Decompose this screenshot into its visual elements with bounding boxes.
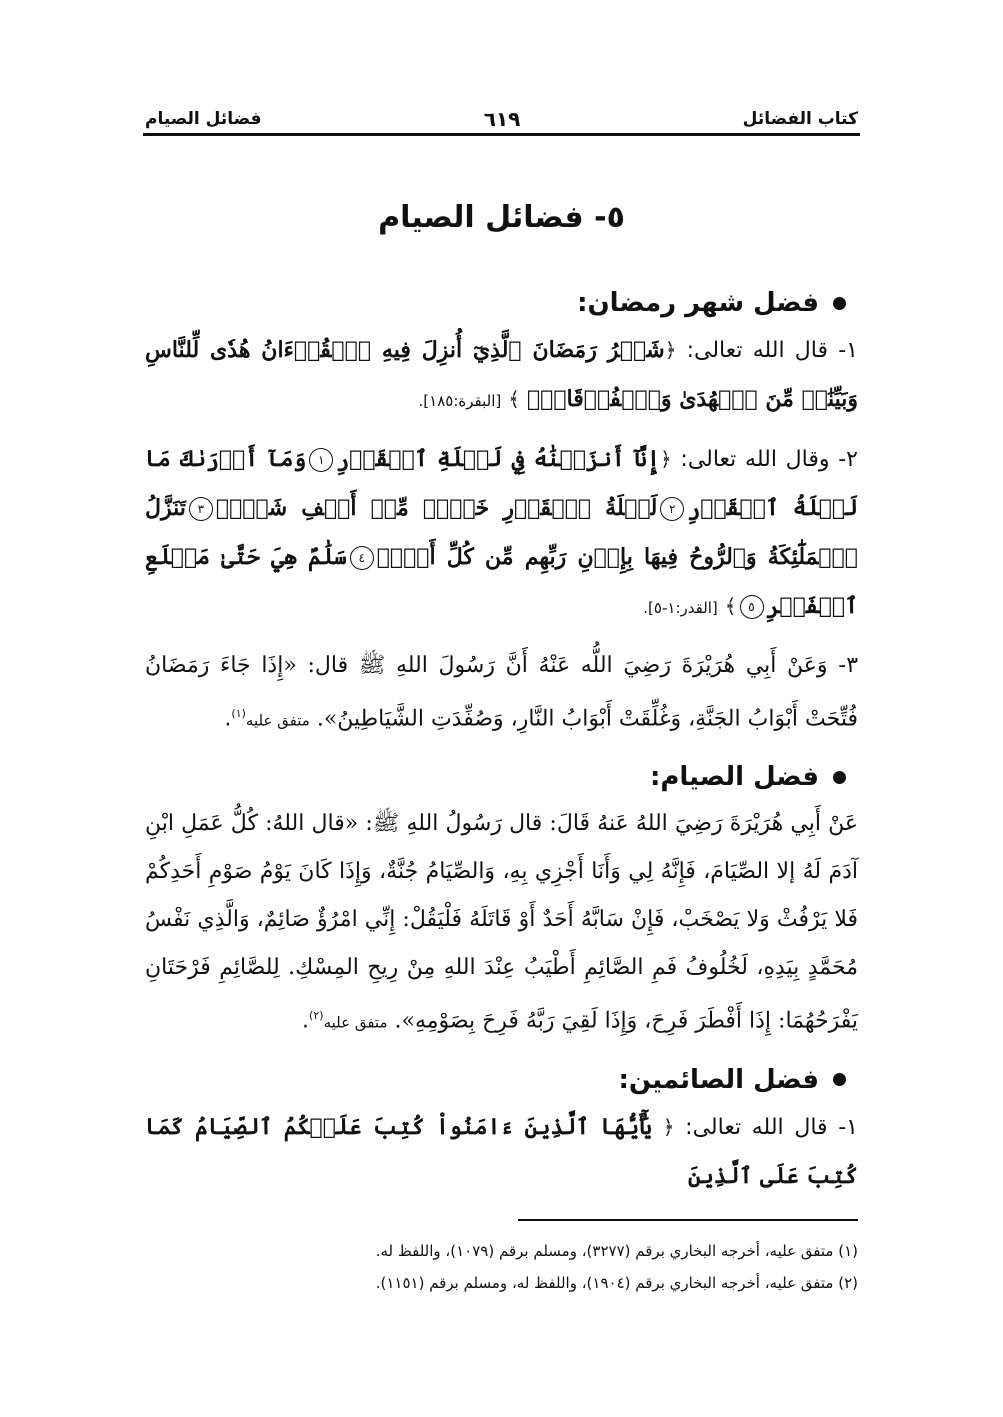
- footnote-marker: (١): [231, 707, 246, 720]
- ayah-number-icon: ٤: [350, 546, 374, 570]
- section-heading-text: فضل الصيام:: [649, 762, 819, 793]
- bullet-icon: [833, 771, 846, 784]
- hadith-fasting-virtue: [145, 800, 858, 1046]
- footnote-rule: [518, 1219, 858, 1221]
- header-rule: [143, 133, 860, 136]
- section-heading-ramadan: [145, 280, 846, 326]
- sentence-end: .: [302, 1008, 310, 1034]
- quran-verse-text: سَلَٰمٌ هِيَ حَتَّىٰ مَطۡلَعِ ٱلۡفَجۡرِ: [145, 544, 858, 619]
- page-body: [145, 280, 858, 1211]
- quran-open-bracket: ﴿: [664, 338, 677, 362]
- quran-verse-text: وَمَآ أَدۡرَىٰكَ مَا لَيۡلَةُ ٱلۡقَدۡرِ: [145, 446, 859, 521]
- authenticity-note: متفق عليه: [323, 1013, 388, 1032]
- hadith-ramadan-gates: [145, 642, 858, 744]
- footnote-2: (٢) متفق عليه، أخرجه البخاري برقم (١٩٠٤)، واللفظ له، ومسلم برقم (١١٥١).: [375, 1274, 858, 1292]
- quran-verse-qadr: [145, 435, 858, 632]
- verse-reference: [القدر:١-٥].: [643, 599, 718, 617]
- hadith-text: وَعَنْ أَبِي هُرَيْرَةَ رَضِيَ اللُّه عَنْهُ أَنَّ رَسُولَ اللهِ ﷺ قال: «إِذَا جَاءَ رَمَضَانُ فُتِّحَتْ أَبْوَابُ الجَنَّةِ، وَغُلِّقَتْ أَبْوَابُ النَّارِ، وَصُفِّدَتِ الشَّيَاطِينُ».: [145, 653, 858, 732]
- bullet-icon: [833, 1073, 846, 1086]
- header-book-title: كتاب الفضائل: [742, 109, 858, 129]
- item-prefix: ١- قال الله تعالى:: [686, 338, 858, 363]
- quran-open-bracket: ﴿: [659, 447, 672, 471]
- quran-text: يَٰٓأَيُّهَا ٱلَّذِينَ ءَامَنُواْ كُتِبَ عَلَيۡكُمُ ٱلصِّيَامُ كَمَا كُتِبَ عَلَى ٱلَّذِينَ: [145, 1113, 858, 1189]
- quran-verse-fasting-prescribed: [145, 1103, 858, 1201]
- ayah-number-icon: ٢: [660, 497, 684, 521]
- footnote-1: (١) متفق عليه، أخرجه البخاري برقم (٣٢٧٧)، ومسلم برقم (١٠٧٩)، واللفظ له.: [375, 1242, 858, 1260]
- quran-close-bracket: ﴾: [508, 387, 520, 411]
- sentence-end: .: [224, 706, 232, 732]
- item-prefix: ٣-: [838, 653, 859, 678]
- quran-text: شَهۡرُ رَمَضَانَ ٱلَّذِيٓ أُنزِلَ فِيهِ ٱلۡقُرۡءَانُ هُدٗى لِّلنَّاسِ وَبَيِّنَٰتٖ مِّنَ ٱلۡهُدَىٰ وَٱلۡفُرۡقَانِۚ: [145, 337, 858, 412]
- verse-reference: [البقرة:١٨٥].: [418, 392, 502, 410]
- ayah-number-icon: ١: [309, 448, 333, 472]
- header-chapter-title: فضائل الصيام: [145, 109, 262, 129]
- section-heading-text: فضل شهر رمضان:: [577, 288, 819, 318]
- running-header: [145, 104, 858, 134]
- quran-verse-baqarah: [145, 326, 858, 425]
- hadith-text: عَنْ أَبِي هُرَيْرَةَ رَضِيَ اللهُ عَنهُ قَالَ: قال رَسُولُ اللهِ ﷺ: «قال اللهُ: كُلُّ عَمَلِ ابْنِ آدَمَ لَهُ إلا الصِّيَامَ، فَإِنَّهُ لِي وَأَنَا أَجْزِي بِهِ، وَالصِّيَامُ جُنَّةٌ، وَإِذَا كَانَ يَوْمُ صَوْمِ أَحَدِكُمْ فَلا يَرْفُثْ وَلا يَصْخَبْ، فَإِنْ سَابَّهُ أَحَدٌ أَوْ قَاتَلَهُ فَلْيَقُلْ: إِنِّي امْرُؤٌ صَائِمٌ، وَالَّذِي نَفْسُ مُحَمَّدٍ بِيَدِهِ، لَخُلُوفُ فَمِ الصَّائِمِ أَطْيَبُ عِنْدَ اللهِ مِنْ رِيحِ المِسْكِ. لِلصَّائِمِ فَرْحَتَانِ يَفْرَحُهُمَا: إِذَا أَفْطَرَ فَرِحَ، وَإِذَا لَقِيَ رَبَّهُ فَرِحَ بِصَوْمِهِ».: [145, 811, 858, 1034]
- footnotes: [145, 1235, 858, 1299]
- section-heading-fasters: [145, 1057, 846, 1103]
- chapter-title: ٥- فضائل الصيام: [378, 200, 625, 235]
- ayah-number-icon: ٣: [189, 497, 213, 521]
- item-prefix: ٢- وقال الله تعالى:: [680, 447, 858, 472]
- quran-open-bracket: ﴿: [662, 1114, 675, 1139]
- ayah-number-icon: ٥: [740, 595, 764, 619]
- section-heading-fasting: [145, 754, 846, 800]
- quran-verse-text: لَيۡلَةُ ٱلۡقَدۡرِ خَيۡرٞ مِّنۡ أَلۡفِ شَهۡرٖ: [215, 495, 658, 521]
- page-number: ٦١٩: [483, 107, 521, 131]
- quran-close-bracket: ﴾: [724, 594, 737, 618]
- item-prefix: ١- قال الله تعالى:: [685, 1114, 858, 1140]
- quran-verse-text: إِنَّآ أَنزَلۡنَٰهُ فِي لَيۡلَةِ ٱلۡقَدۡرِ: [336, 446, 660, 472]
- authenticity-note: متفق عليه: [245, 711, 310, 730]
- footnote-marker: (٢): [309, 1009, 324, 1023]
- bullet-icon: [833, 297, 846, 310]
- quran-verse-text: تَنَزَّلُ ٱلۡمَلَٰٓئِكَةُ وَٱلرُّوحُ فِيهَا بِإِذۡنِ رَبِّهِم مِّن كُلِّ أَمۡرٖ: [145, 495, 858, 570]
- section-heading-text: فضل الصائمين:: [618, 1064, 819, 1095]
